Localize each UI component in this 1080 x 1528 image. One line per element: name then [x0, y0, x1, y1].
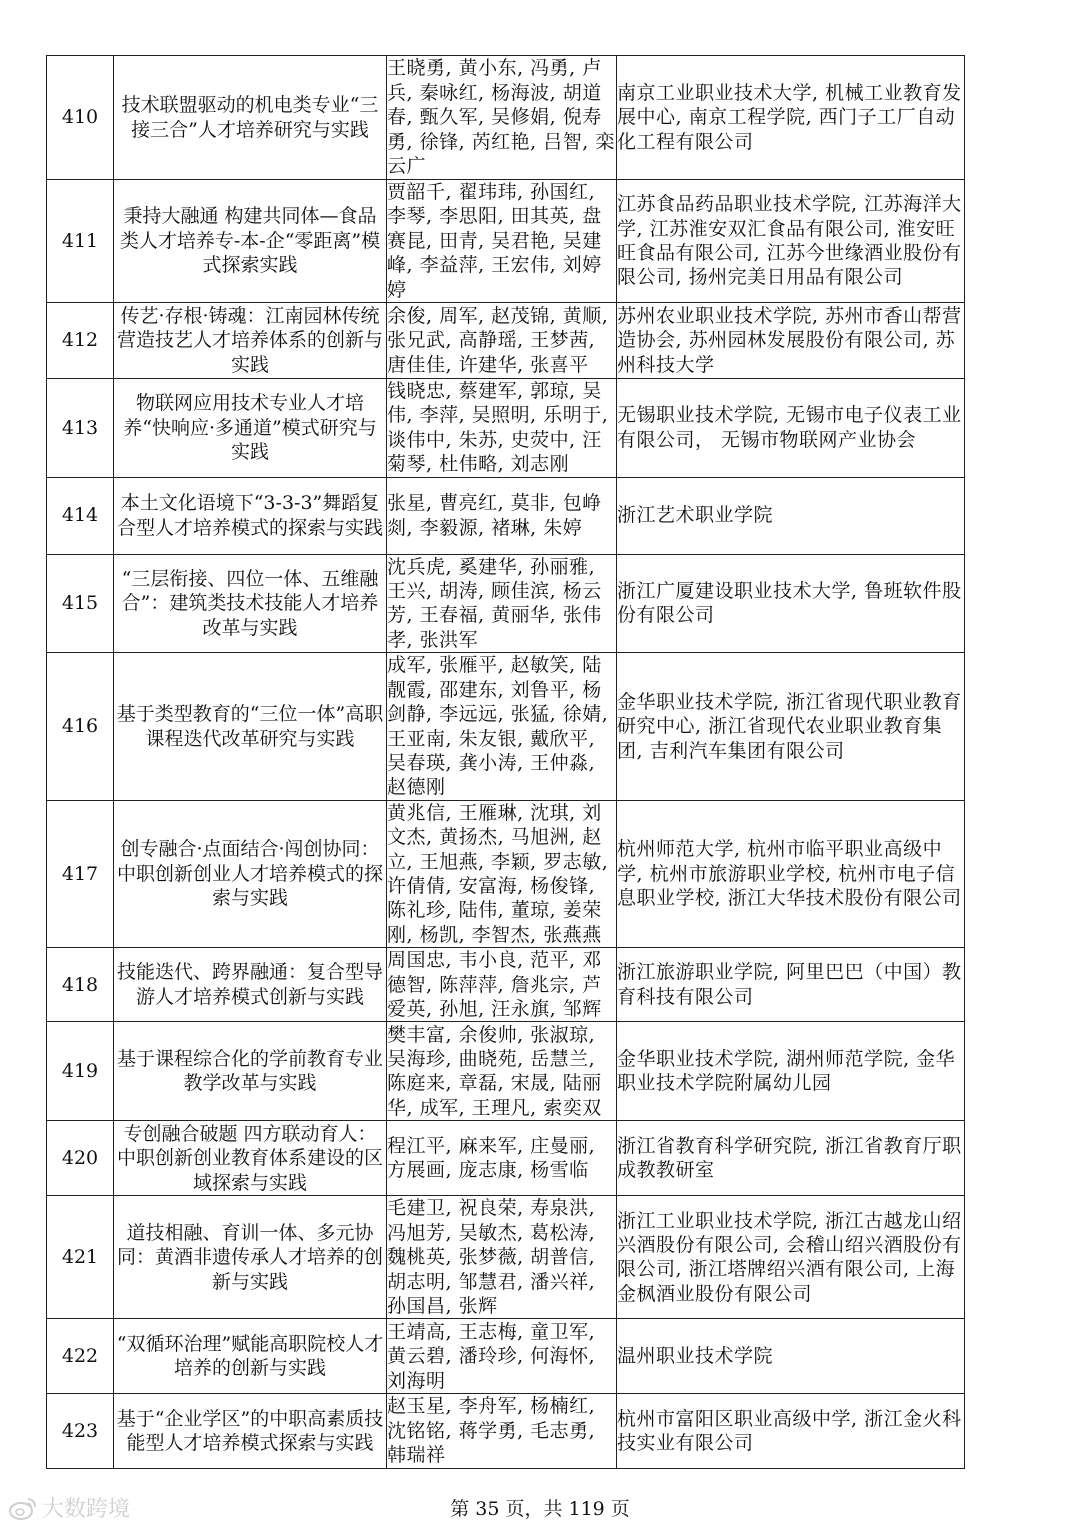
organizations-cell: 杭州师范大学, 杭州市临平职业高级中学, 杭州市旅游职业学校, 杭州市电子信息职业学校, 浙江大华技术股份有限公司 [617, 800, 965, 947]
project-name-cell: 专创融合破题 四方联动育人：中职创新创业教育体系建设的区域探索与实践 [114, 1121, 387, 1196]
row-number-cell: 419 [47, 1022, 114, 1121]
row-number-cell: 421 [47, 1196, 114, 1319]
team-members-cell: 王晓勇, 黄小东, 冯勇, 卢兵, 秦咏红, 杨海波, 胡道春, 甄久军, 吴修娟, 倪寿勇, 徐锋, 芮红艳, 吕智, 栾云广 [387, 56, 617, 180]
project-name-cell: “双循环治理”赋能高职院校人才培养的创新与实践 [114, 1319, 387, 1394]
table-row [47, 180, 965, 303]
table-row [47, 948, 965, 1022]
award-list-table [46, 55, 965, 1469]
organizations-cell: 南京工业职业技术大学, 机械工业教育发展中心, 南京工程学院, 西门子工厂自动化工程有限公司 [617, 56, 965, 180]
organizations-cell: 杭州市富阳区职业高级中学, 浙江金火科技实业有限公司 [617, 1394, 965, 1468]
team-members-cell: 周国忠, 韦小良, 范平, 邓德智, 陈萍萍, 詹兆宗, 芦爱英, 孙旭, 汪永旗, 邹辉 [387, 948, 617, 1022]
row-number-cell: 422 [47, 1319, 114, 1394]
organizations-cell: 金华职业技术学院, 浙江省现代职业教育研究中心, 浙江省现代农业职业教育集团, 吉利汽车集团有限公司 [617, 653, 965, 800]
table-row [47, 303, 965, 379]
page-footer: 第 35 页，共 119 页 [450, 1498, 630, 1520]
organizations-cell: 江苏食品药品职业技术学院, 江苏海洋大学, 江苏淮安双汇食品有限公司, 淮安旺旺食品有限公司, 江苏今世缘酒业股份有限公司, 扬州完美日用品有限公司 [617, 180, 965, 303]
project-name-cell: 本土文化语境下“3-3-3”舞蹈复合型人才培养模式的探索与实践 [114, 477, 387, 554]
project-name-cell: “三层衔接、四位一体、五维融合”：建筑类技术技能人才培养改革与实践 [114, 554, 387, 653]
team-members-cell: 黄兆信, 王雁琳, 沈琪, 刘文杰, 黄扬杰, 马旭洲, 赵立, 王旭燕, 李颖, 罗志敏, 许倩倩, 安富海, 杨俊锋, 陈礼珍, 陆伟, 董琼, 姜荣刚, 杨凯, 李智杰, 张燕燕 [387, 800, 617, 947]
table-row [47, 554, 965, 653]
project-name-cell: 基于类型教育的“三位一体”高职课程迭代改革研究与实践 [114, 653, 387, 800]
row-number-cell: 415 [47, 554, 114, 653]
team-members-cell: 赵玉星, 李舟军, 杨楠红, 沈铭铭, 蒋学勇, 毛志勇, 韩瑞祥 [387, 1394, 617, 1468]
project-name-cell: 技能迭代、跨界融通：复合型导游人才培养模式创新与实践 [114, 948, 387, 1022]
table-row [47, 800, 965, 947]
project-name-cell: 基于课程综合化的学前教育专业教学改革与实践 [114, 1022, 387, 1121]
row-number-cell: 412 [47, 303, 114, 379]
table-row [47, 1022, 965, 1121]
row-number-cell: 413 [47, 379, 114, 478]
organizations-cell: 浙江省教育科学研究院, 浙江省教育厅职成教教研室 [617, 1121, 965, 1196]
team-members-cell: 沈兵虎, 奚建华, 孙丽雅, 王兴, 胡涛, 顾佳滨, 杨云芳, 王春福, 黄丽华, 张伟孝, 张洪军 [387, 554, 617, 653]
team-members-cell: 王靖高, 王志梅, 童卫军, 黄云碧, 潘玲珍, 何海怀, 刘海明 [387, 1319, 617, 1394]
organizations-cell: 无锡职业技术学院, 无锡市电子仪表工业有限公司， 无锡市物联网产业协会 [617, 379, 965, 478]
table-row [47, 379, 965, 478]
weibo-logo-icon [8, 1495, 38, 1521]
table-row [47, 1196, 965, 1319]
table-row [47, 1394, 965, 1468]
team-members-cell: 余俊, 周军, 赵茂锦, 黄顺, 张兄武, 高静瑶, 王梦茜, 唐佳佳, 许建华, 张喜平 [387, 303, 617, 379]
project-name-cell: 创专融合·点面结合·闯创协同：中职创新创业人才培养模式的探索与实践 [114, 800, 387, 947]
organizations-cell: 浙江广厦建设职业技术大学, 鲁班软件股份有限公司 [617, 554, 965, 653]
team-members-cell: 毛建卫, 祝良荣, 寿泉洪, 冯旭芳, 吴敏杰, 葛松涛, 魏桃英, 张梦薇, 胡普信, 胡志明, 邹慧君, 潘兴祥, 孙国昌, 张辉 [387, 1196, 617, 1319]
row-number-cell: 410 [47, 56, 114, 180]
row-number-cell: 411 [47, 180, 114, 303]
table-row [47, 477, 965, 554]
table-row [47, 1319, 965, 1394]
watermark [8, 1492, 130, 1523]
organizations-cell: 温州职业技术学院 [617, 1319, 965, 1394]
project-name-cell: 秉持大融通 构建共同体—食品类人才培养专-本-企“零距离”模式探索实践 [114, 180, 387, 303]
row-number-cell: 423 [47, 1394, 114, 1468]
team-members-cell: 樊丰富, 余俊帅, 张淑琼, 吴海珍, 曲晓苑, 岳慧兰, 陈庭来, 章磊, 宋晟, 陆丽华, 成军, 王理凡, 索奕双 [387, 1022, 617, 1121]
team-members-cell: 程江平, 麻来军, 庄曼丽, 方展画, 庞志康, 杨雪临 [387, 1121, 617, 1196]
watermark-text: 大数跨境 [42, 1497, 131, 1522]
organizations-cell: 浙江工业职业技术学院, 浙江古越龙山绍兴酒股份有限公司, 会稽山绍兴酒股份有限公司, 浙江塔牌绍兴酒有限公司, 上海金枫酒业股份有限公司 [617, 1196, 965, 1319]
table-row [47, 56, 965, 180]
row-number-cell: 418 [47, 948, 114, 1022]
table-row [47, 653, 965, 800]
team-members-cell: 张星, 曹亮红, 莫非, 包峥剡, 李毅源, 褚琳, 朱婷 [387, 477, 617, 554]
team-members-cell: 成军, 张雁平, 赵敏笑, 陆靓霞, 邵建东, 刘鲁平, 杨剑静, 李远远, 张猛, 徐婧, 王亚南, 朱友银, 戴欣平, 吴春瑛, 龚小涛, 王仲淼, 赵德刚 [387, 653, 617, 800]
project-name-cell: 传艺·存根·铸魂：江南园林传统营造技艺人才培养体系的创新与实践 [114, 303, 387, 379]
team-members-cell: 钱晓忠, 蔡建军, 郭琼, 吴伟, 李萍, 吴照明, 乐明于, 谈伟中, 朱苏, 史荧中, 汪菊琴, 杜伟略, 刘志刚 [387, 379, 617, 478]
organizations-cell: 金华职业技术学院, 湖州师范学院, 金华职业技术学院附属幼儿园 [617, 1022, 965, 1121]
table-body [47, 56, 965, 1469]
row-number-cell: 420 [47, 1121, 114, 1196]
row-number-cell: 414 [47, 477, 114, 554]
organizations-cell: 浙江艺术职业学院 [617, 477, 965, 554]
table-row [47, 1121, 965, 1196]
row-number-cell: 417 [47, 800, 114, 947]
row-number-cell: 416 [47, 653, 114, 800]
project-name-cell: 基于“企业学区”的中职高素质技能型人才培养模式探索与实践 [114, 1394, 387, 1468]
team-members-cell: 贾韶千, 翟玮玮, 孙国红, 李琴, 李思阳, 田其英, 盘赛昆, 田青, 吴君艳, 吴建峰, 李益萍, 王宏伟, 刘婷婷 [387, 180, 617, 303]
project-name-cell: 技术联盟驱动的机电类专业“三接三合”人才培养研究与实践 [114, 56, 387, 180]
project-name-cell: 道技相融、育训一体、多元协同：黄酒非遗传承人才培养的创新与实践 [114, 1196, 387, 1319]
organizations-cell: 苏州农业职业技术学院, 苏州市香山帮营造协会, 苏州园林发展股份有限公司, 苏州科技大学 [617, 303, 965, 379]
project-name-cell: 物联网应用技术专业人才培养“快响应·多通道”模式研究与实践 [114, 379, 387, 478]
organizations-cell: 浙江旅游职业学院, 阿里巴巴（中国）教育科技有限公司 [617, 948, 965, 1022]
